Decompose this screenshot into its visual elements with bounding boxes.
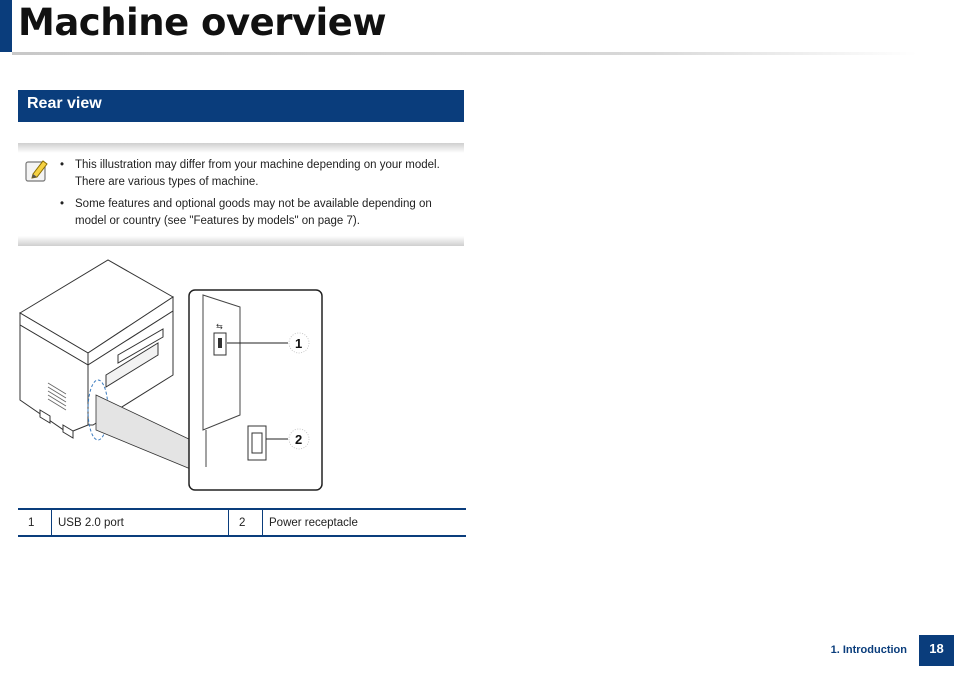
table-cell-number: 2 xyxy=(229,509,263,536)
footer-page-number: 18 xyxy=(919,635,954,666)
note-item: • This illustration may differ from your machine depending on your model. There are various types of machine. xyxy=(60,159,440,188)
note-text: This illustration may differ from your machine depending on your model. There are various types of machine. xyxy=(75,159,440,188)
note-list xyxy=(60,157,464,235)
table-cell-label: Power receptacle xyxy=(263,509,467,536)
section-heading: Rear view xyxy=(27,95,102,112)
svg-text:⇆: ⇆ xyxy=(216,322,223,331)
parts-table xyxy=(18,508,466,537)
section-header xyxy=(18,90,464,122)
page-title: Machine overview xyxy=(18,1,387,44)
note-box xyxy=(18,143,464,246)
title-accent-bar xyxy=(0,0,12,52)
note-text: Some features and optional goods may not be available depending on model or country (see "Features by models" on page 7). xyxy=(75,198,432,227)
note-pencil-icon xyxy=(24,157,50,183)
note-item: • Some features and optional goods may not be available depending on model or country (see "Features by models" on page 7). xyxy=(60,198,432,227)
note-top-border xyxy=(18,143,464,153)
title-divider xyxy=(12,52,917,55)
table-cell-label: USB 2.0 port xyxy=(52,509,229,536)
footer-chapter-link[interactable]: 1. Introduction xyxy=(830,644,907,656)
rear-view-illustration xyxy=(18,255,328,495)
callout-1-label: 1 xyxy=(295,336,303,351)
table-row xyxy=(18,509,466,536)
table-cell-number: 1 xyxy=(28,516,35,529)
callout-2-label: 2 xyxy=(295,432,303,447)
note-bottom-border xyxy=(18,236,464,246)
